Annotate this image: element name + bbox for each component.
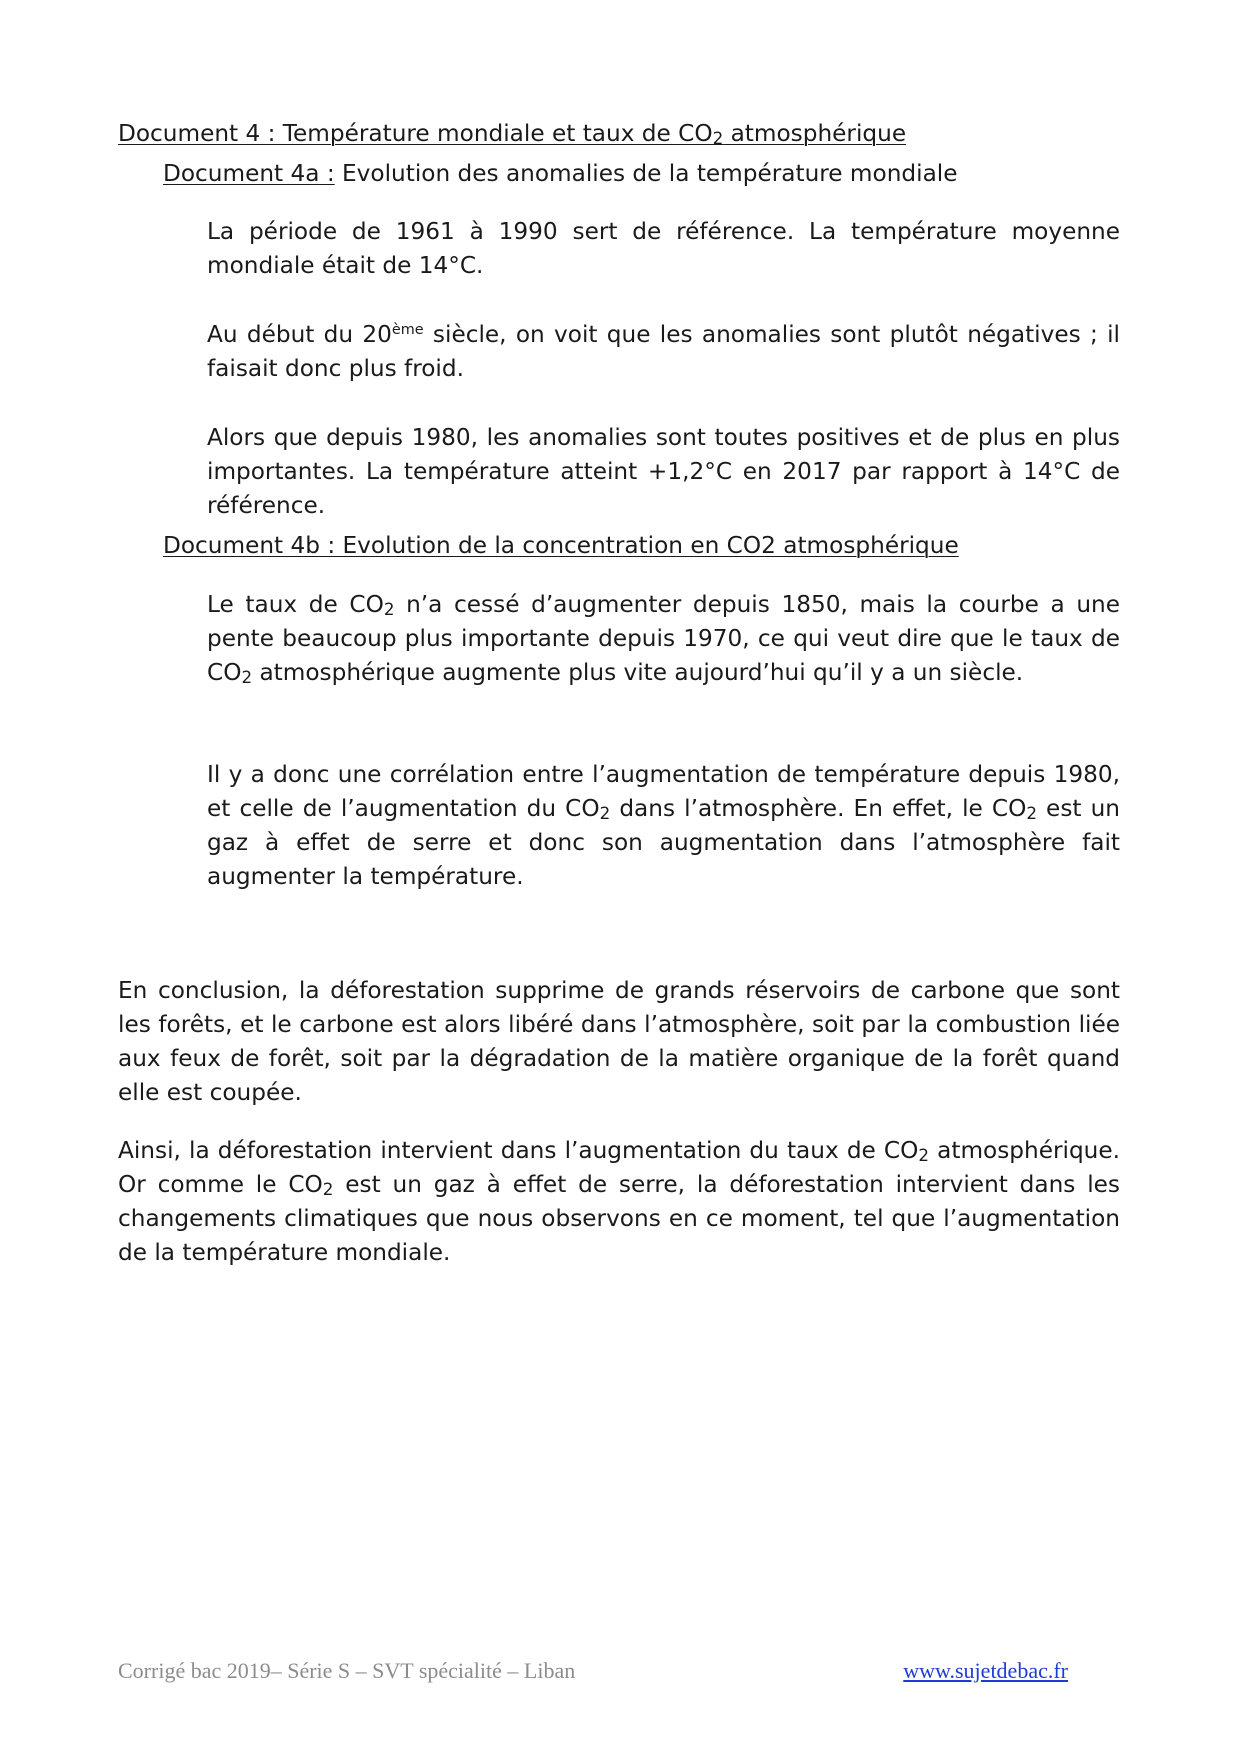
footer-text: Corrigé bac 2019– Série S – SVT spécialité – Liban bbox=[118, 1658, 576, 1683]
document-4a-title: Evolution des anomalies de la température mondiale bbox=[334, 160, 958, 187]
text: est un gaz à effet de serre et donc son augmentation dans l’atmosphère fait augmenter la température. bbox=[207, 795, 1120, 890]
conclusion-paragraph-2 bbox=[118, 1134, 1120, 1270]
document-4-heading bbox=[118, 117, 906, 151]
text: n’a cessé d’augmenter depuis 1850, mais la courbe a une pente beaucoup plus importante depuis 1970, ce qui veut dire que le taux de CO bbox=[207, 591, 1120, 686]
document-4b-heading: Document 4b : Evolution de la concentration en CO2 atmosphérique bbox=[163, 532, 959, 559]
text: dans l’atmosphère. En effet, le CO bbox=[610, 795, 1027, 822]
conclusion-paragraph-1: En conclusion, la déforestation supprime de grands réservoirs de carbone que sont les forêts, et le carbone est alors libéré dans l’atmosphère, soit par la combustion liée aux feux de forêt, soit par la dégradation de la matière organique de la forêt quand elle est coupée. bbox=[118, 977, 1120, 1106]
paragraph-4b-2 bbox=[207, 758, 1120, 894]
paragraph-4a-3: Alors que depuis 1980, les anomalies sont toutes positives et de plus en plus importantes. La température atteint +1,2°C en 2017 par rapport à 14°C de référence. bbox=[207, 424, 1120, 519]
heading-text: Document 4 : Température mondiale et taux de CO bbox=[118, 120, 713, 147]
document-4a-label: Document 4a : bbox=[163, 160, 335, 187]
page-footer bbox=[118, 1654, 1068, 1684]
subscript: 2 bbox=[322, 1179, 334, 1199]
subscript: 2 bbox=[1026, 803, 1037, 823]
text: est un gaz à effet de serre, la déforestation intervient dans les changements climatiques que nous observons en ce moment, tel que l’augmentation de la température mondiale. bbox=[118, 1171, 1120, 1266]
subscript: 2 bbox=[241, 667, 253, 687]
text: atmosphérique augmente plus vite aujourd’hui qu’il y a un siècle. bbox=[252, 659, 1024, 686]
text: Le taux de CO bbox=[207, 591, 384, 618]
heading-text-end: atmosphérique bbox=[723, 120, 907, 147]
text: siècle, on voit que les anomalies sont plutôt négatives ; il faisait donc plus froid. bbox=[207, 321, 1120, 382]
paragraph-4a-1: La période de 1961 à 1990 sert de référence. La température moyenne mondiale était de 14°C. bbox=[207, 218, 1120, 279]
document-4a-heading bbox=[163, 157, 957, 191]
subscript: 2 bbox=[712, 128, 724, 148]
text: Ainsi, la déforestation intervient dans l’augmentation du taux de CO bbox=[118, 1137, 919, 1164]
paragraph-4a-2 bbox=[207, 318, 1120, 386]
text: Il y a donc une corrélation entre l’augmentation de température depuis 1980, et celle de l’augmentation du CO bbox=[207, 761, 1120, 822]
subscript: 2 bbox=[599, 803, 611, 823]
text: atmosphérique. Or comme le CO bbox=[118, 1137, 1121, 1198]
text: Au début du 20 bbox=[207, 321, 392, 348]
footer-link[interactable]: www.sujetdebac.fr bbox=[903, 1658, 1068, 1683]
paragraph-4b-1 bbox=[207, 588, 1120, 690]
superscript: ème bbox=[391, 322, 424, 339]
subscript: 2 bbox=[383, 599, 395, 619]
subscript: 2 bbox=[918, 1145, 930, 1165]
